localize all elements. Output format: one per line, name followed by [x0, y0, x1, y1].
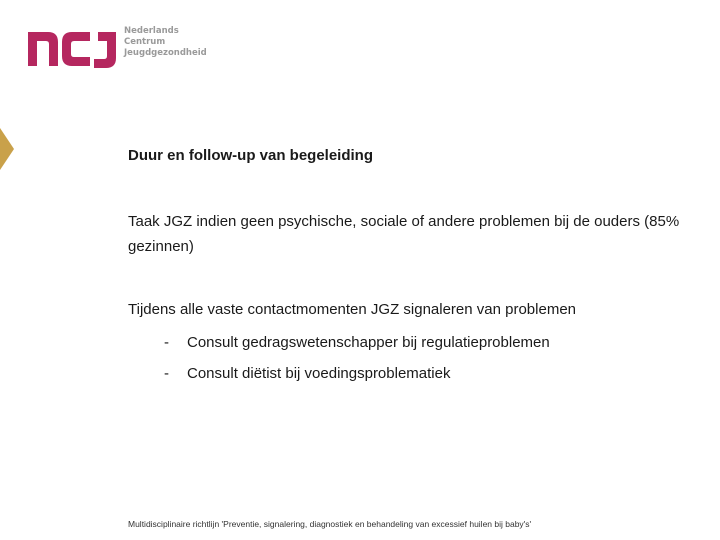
ncj-logo-mark [28, 28, 118, 68]
paragraph-contactmomenten: Tijdens alle vaste contactmomenten JGZ signaleren van problemen [128, 301, 577, 318]
paragraph-taak-jgz: Taak JGZ indien geen psychische, sociale of andere problemen bij de ouders (85% gezinnen) [128, 213, 680, 255]
ncj-logo [28, 26, 218, 70]
list-item [164, 358, 550, 389]
bullet-text: Consult gedragswetenschapper bij regulatieproblemen [187, 334, 550, 351]
footer-source: Multidisciplinaire richtlijn 'Preventie, signalering, diagnostiek en behandeling van excessief huilen bij baby's' [128, 519, 532, 529]
logo-text [124, 26, 207, 59]
list-item [164, 327, 550, 358]
logo-text-line-1: Nederlands [124, 26, 179, 36]
bullet-dash: - [164, 365, 169, 382]
logo-text-line-2: Centrum [124, 37, 166, 47]
bullet-list [164, 327, 550, 389]
bullet-dash: - [164, 334, 169, 351]
side-arrow-decoration [0, 128, 14, 170]
slide-title: Duur en follow-up van begeleiding [128, 147, 374, 164]
logo-text-line-3: Jeugdgezondheid [124, 48, 207, 58]
bullet-text: Consult diëtist bij voedingsproblematiek [187, 365, 451, 382]
slide-content [128, 145, 688, 382]
